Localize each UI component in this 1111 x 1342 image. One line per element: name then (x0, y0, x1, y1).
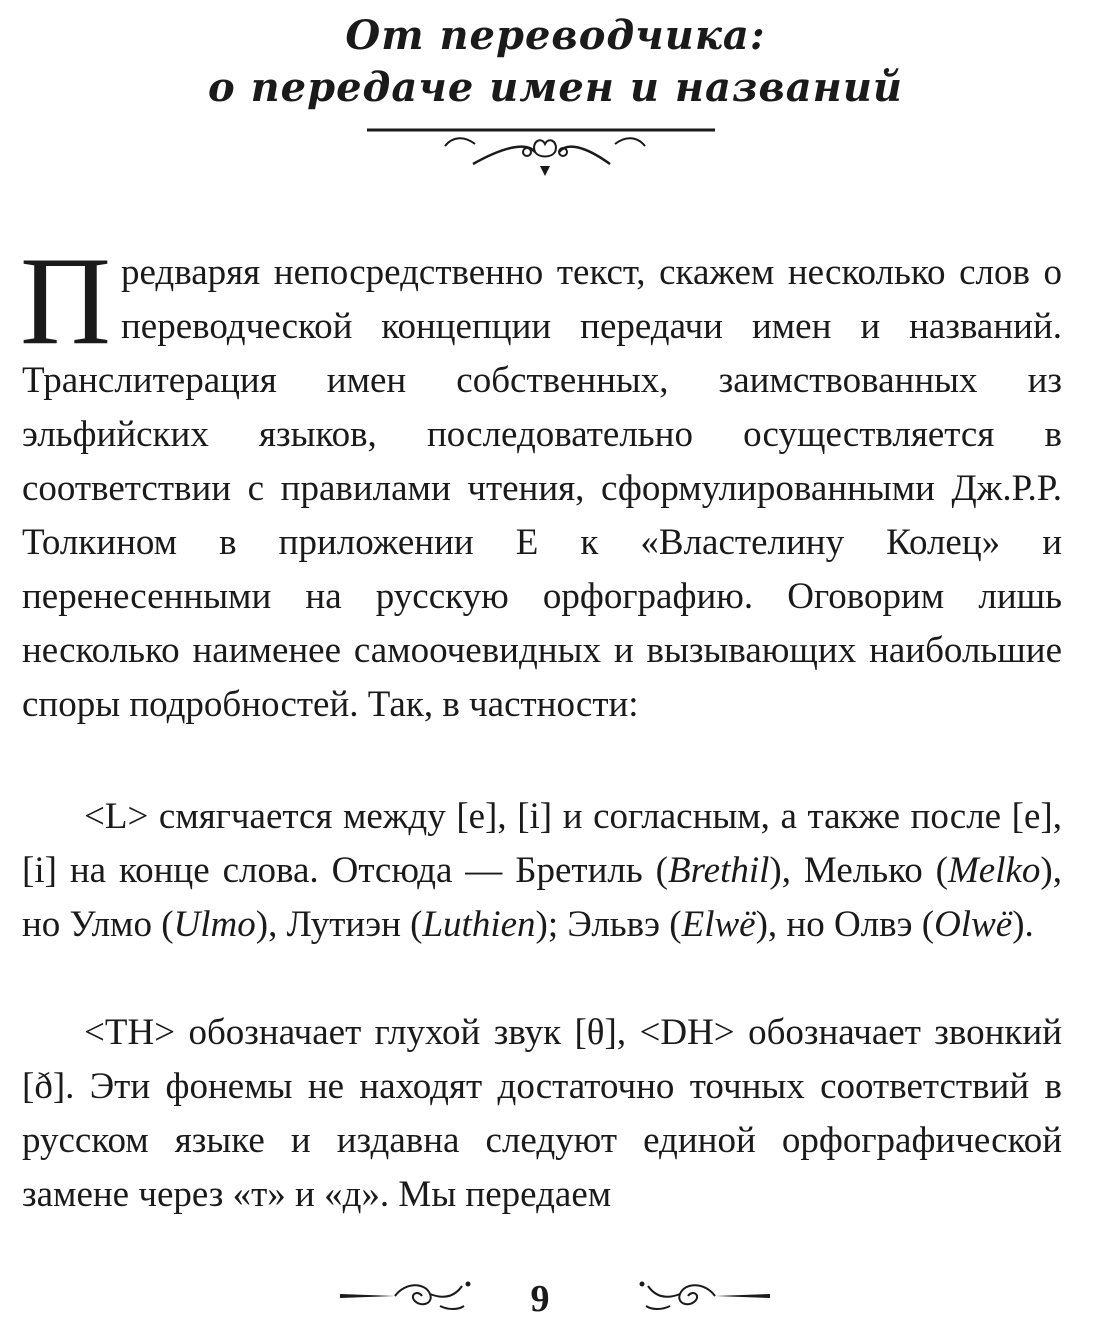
l-rule-text-5: ); Эльвэ ( (535, 904, 682, 945)
l-rule-paragraph (22, 790, 1062, 952)
example-melko: Melko (947, 850, 1041, 891)
l-rule-text-1: <L> смягчается между [e], [i] и согласным, а также после [e], [i] на конце слова. Отсюда — Бретиль ( (22, 796, 1062, 891)
chapter-title-line-2: о передаче имен и названий (207, 64, 904, 111)
example-olwe: Olwë (934, 904, 1013, 945)
th-dh-rule-paragraph: <TH> обозначает глухой звук [θ], <DH> обозначает звонкий [ð]. Эти фонемы не находят достаточно точных соответствий в русском языке и издавна следуют единой орфографической замене через «т» и «д». Мы передаем (22, 1012, 1062, 1215)
example-luthien: Luthien (422, 904, 536, 945)
intro-paragraph-text: редваряя непосредственно текст, скажем несколько слов о переводческой концепции передачи имен и названий. Транслитерация имен собственных, заимствованных из эльфийских языков, последовательно осуществляется в соответствии с правилами чтения, сформулированными Дж.Р.Р. Толкином в приложении Е к «Властелину Колец» и перенесенными на русскую орфографию. Оговорим лишь несколько наименее самоочевидных и вызывающих наибольшие споры подробностей. Так, в частности: (22, 252, 1062, 725)
example-ulmo: Ulmo (173, 904, 256, 945)
example-elwe: Elwë (681, 904, 756, 945)
page-number: 9 (530, 1278, 550, 1320)
intro-paragraph (20, 232, 1062, 732)
l-rule-text-7: ). (1012, 904, 1034, 945)
chapter-title-line-1: От переводчика: (345, 12, 766, 59)
l-rule-text-3: ), но Улмо ( (22, 850, 1062, 945)
drop-cap: П (20, 232, 111, 371)
ornament-divider-icon (355, 124, 755, 186)
example-brethil: Brethil (668, 850, 770, 891)
l-rule-text-6: ), но Олвэ ( (755, 904, 935, 945)
l-rule-text-4: ), Лутиэн ( (255, 904, 423, 945)
l-rule-text-2: ), Мелько ( (769, 850, 948, 891)
